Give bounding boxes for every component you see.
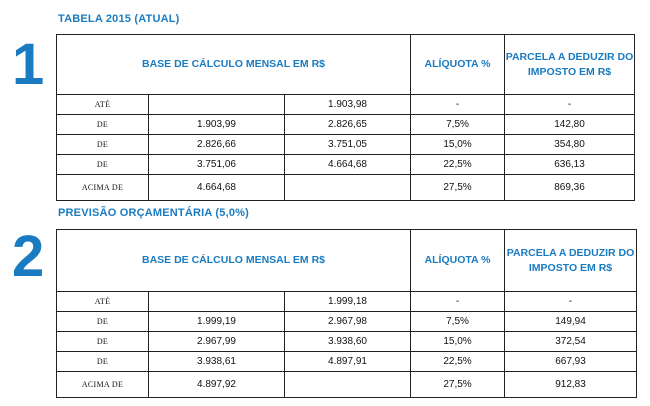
cell-rate: 27,5% (411, 175, 505, 201)
section-title-1: TABELA 2015 (ATUAL) (58, 13, 180, 25)
tax-table-2 (56, 229, 637, 398)
table-row (57, 95, 635, 115)
section-number-1: 1 (12, 32, 45, 97)
row-label: DE (57, 155, 149, 175)
table-row (57, 175, 635, 201)
row-label: DE (57, 115, 149, 135)
cell-deduct: 636,13 (505, 155, 635, 175)
cell-to: 1.903,98 (285, 95, 411, 115)
table-row (57, 352, 637, 372)
cell-to: 3.751,05 (285, 135, 411, 155)
table-row (57, 332, 637, 352)
cell-from: 3.938,61 (149, 352, 285, 372)
row-label: DE (57, 352, 149, 372)
table-row (57, 292, 637, 312)
cell-from (149, 95, 285, 115)
cell-rate: 15,0% (411, 135, 505, 155)
cell-to: 4.664,68 (285, 155, 411, 175)
cell-rate: 22,5% (411, 352, 505, 372)
cell-deduct: 142,80 (505, 115, 635, 135)
cell-rate: - (411, 95, 505, 115)
cell-deduct: - (505, 292, 637, 312)
cell-rate: 27,5% (411, 372, 505, 398)
cell-from: 4.664,68 (149, 175, 285, 201)
cell-from: 4.897,92 (149, 372, 285, 398)
table-header-row (57, 230, 637, 292)
cell-rate: 7,5% (411, 312, 505, 332)
cell-to: 2.826,65 (285, 115, 411, 135)
cell-to (285, 372, 411, 398)
cell-to: 2.967,98 (285, 312, 411, 332)
cell-from (149, 292, 285, 312)
cell-rate: - (411, 292, 505, 312)
row-label: ACIMA DE (57, 175, 149, 201)
cell-deduct: 149,94 (505, 312, 637, 332)
table-row (57, 155, 635, 175)
row-label: ATÉ (57, 292, 149, 312)
cell-to: 1.999,18 (285, 292, 411, 312)
cell-rate: 7,5% (411, 115, 505, 135)
row-label: ACIMA DE (57, 372, 149, 398)
table-row (57, 135, 635, 155)
section-title-2: PREVISÃO ORÇAMENTÁRIA (5,0%) (58, 207, 249, 219)
header-parcela: PARCELA A DEDUZIR DO IMPOSTO EM R$ (505, 35, 635, 95)
row-label: DE (57, 312, 149, 332)
cell-to (285, 175, 411, 201)
table-row (57, 372, 637, 398)
cell-deduct: 372,54 (505, 332, 637, 352)
cell-from: 1.999,19 (149, 312, 285, 332)
cell-deduct: 667,93 (505, 352, 637, 372)
row-label: DE (57, 135, 149, 155)
cell-deduct: 869,36 (505, 175, 635, 201)
cell-deduct: 354,80 (505, 135, 635, 155)
cell-to: 3.938,60 (285, 332, 411, 352)
section-number-2: 2 (12, 224, 45, 289)
header-aliquota: ALÍQUOTA % (411, 35, 505, 95)
cell-rate: 22,5% (411, 155, 505, 175)
cell-from: 2.826,66 (149, 135, 285, 155)
cell-from: 1.903,99 (149, 115, 285, 135)
cell-deduct: - (505, 95, 635, 115)
cell-deduct: 912,83 (505, 372, 637, 398)
header-base: BASE DE CÁLCULO MENSAL EM R$ (57, 35, 411, 95)
row-label: DE (57, 332, 149, 352)
header-aliquota: ALÍQUOTA % (411, 230, 505, 292)
tax-table-1 (56, 34, 635, 201)
cell-from: 3.751,06 (149, 155, 285, 175)
cell-to: 4.897,91 (285, 352, 411, 372)
row-label: ATÉ (57, 95, 149, 115)
header-base: BASE DE CÁLCULO MENSAL EM R$ (57, 230, 411, 292)
table-row (57, 312, 637, 332)
table-row (57, 115, 635, 135)
header-parcela: PARCELA A DEDUZIR DO IMPOSTO EM R$ (505, 230, 637, 292)
table-header-row (57, 35, 635, 95)
cell-from: 2.967,99 (149, 332, 285, 352)
cell-rate: 15,0% (411, 332, 505, 352)
